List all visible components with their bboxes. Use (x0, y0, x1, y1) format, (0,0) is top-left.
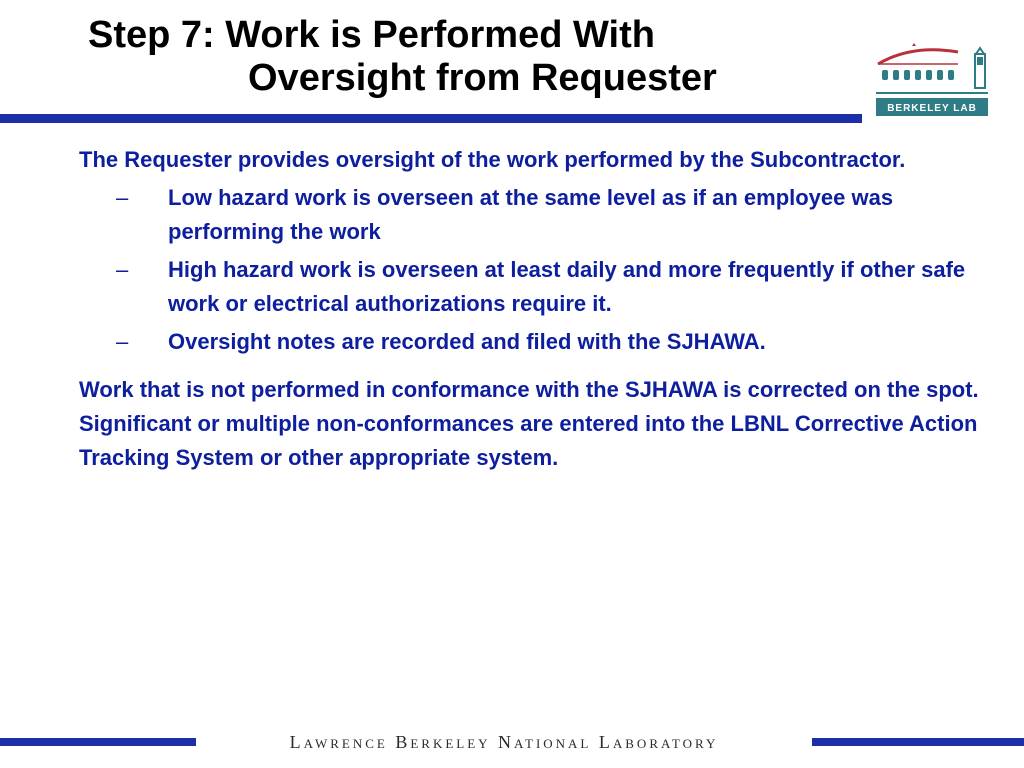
intro-paragraph: The Requester provides oversight of the work performed by the Subcontractor. (79, 147, 906, 172)
slide-title-line-1: Step 7: Work is Performed With (88, 14, 655, 56)
campanile-tower (975, 48, 985, 88)
footer (0, 730, 1024, 754)
title-divider (0, 114, 862, 123)
bullet-text: Low hazard work is overseen at the same level as if an employee was performing the work (168, 185, 894, 244)
footer-bar-right (812, 738, 1024, 746)
footer-lab-name: Lawrence Berkeley National Laboratory (289, 732, 719, 752)
bullet-list (79, 181, 979, 359)
bullet-dash: – (116, 257, 129, 282)
bullet-dash: – (116, 329, 129, 354)
bullet-item (79, 325, 979, 359)
berkeley-lab-logo (872, 40, 992, 130)
slide-body (79, 143, 979, 475)
bullet-text: High hazard work is overseen at least daily and more frequently if other safe work or electrical authorizations require it. (168, 257, 966, 316)
bullet-text: Oversight notes are recorded and filed with the SJHAWA. (168, 329, 766, 354)
slide-title (88, 14, 717, 100)
building-roof-arc (878, 43, 958, 64)
bullet-item (79, 253, 979, 321)
logo-label: BERKELEY LAB (887, 103, 977, 114)
slide-title-line-2: Oversight from Requester (248, 57, 717, 99)
footer-bar-left (0, 738, 196, 746)
bullet-dash: – (116, 185, 129, 210)
building-windows (882, 70, 954, 80)
logo-baseline (876, 92, 988, 94)
closing-paragraph: Work that is not performed in conformance with the SJHAWA is corrected on the spot. Significant or multiple non-conformances are entered into the LBNL Corrective Action Tracking System or other appropriate system. (79, 377, 979, 470)
bullet-item (79, 181, 979, 249)
